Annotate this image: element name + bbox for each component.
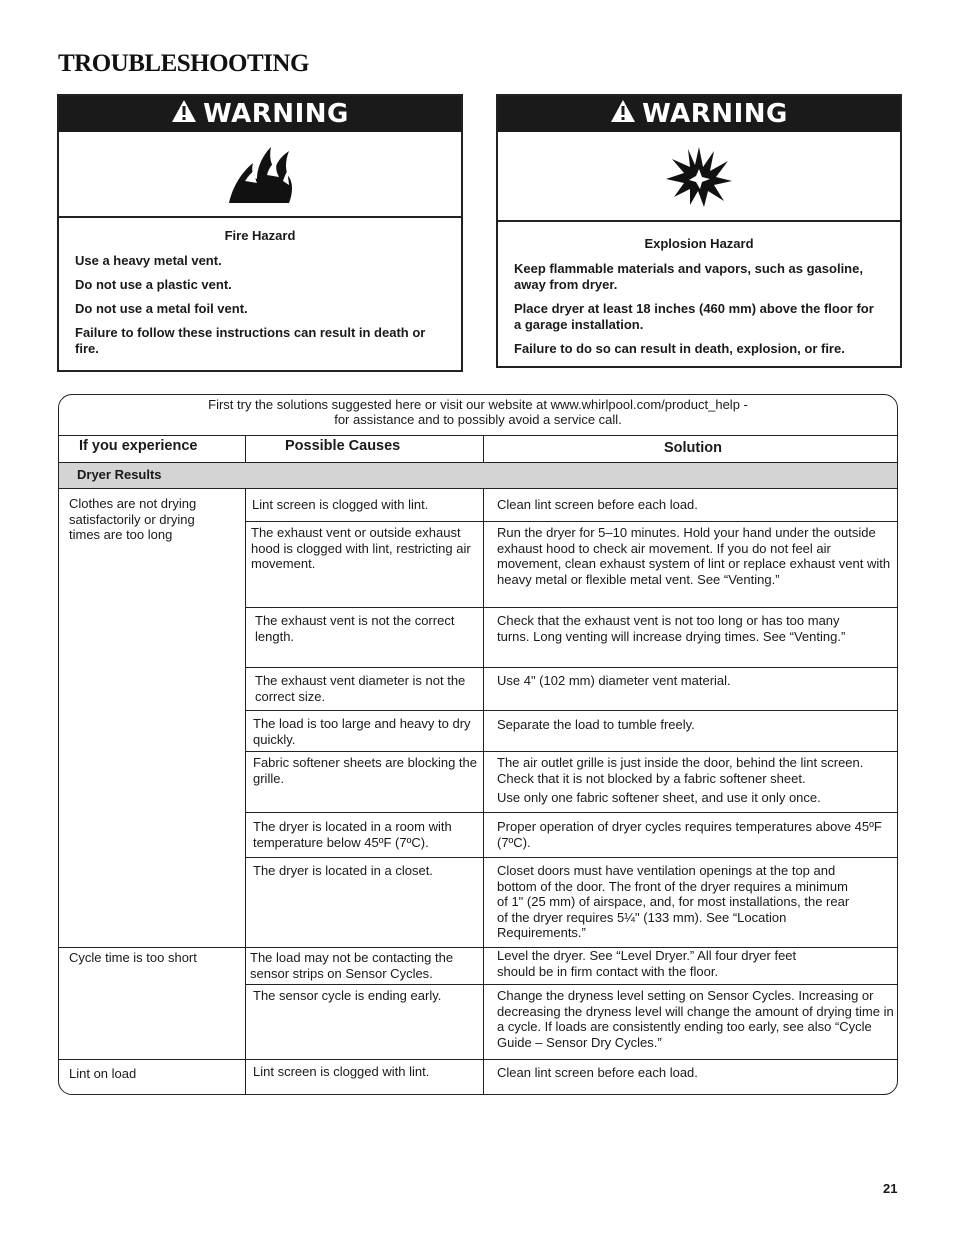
cause-cell: Fabric softener sheets are blocking the grille.	[253, 755, 478, 786]
hazard-title: Explosion Hazard	[644, 236, 754, 251]
intro-line: for assistance and to possibly avoid a service call.	[334, 412, 622, 427]
warning-line: Do not use a plastic vent.	[75, 277, 232, 292]
warning-header-text: WARNING	[642, 99, 788, 129]
page-number: 21	[883, 1181, 898, 1196]
cause-cell: Lint screen is clogged with lint.	[252, 497, 429, 512]
warning-triangle-icon	[171, 99, 197, 130]
cause-cell: Lint screen is clogged with lint.	[253, 1064, 430, 1079]
column-header-solution: Solution	[664, 440, 722, 456]
section-bar	[59, 462, 897, 488]
warning-line: Use a heavy metal vent.	[75, 253, 222, 268]
solution-cell: Clean lint screen before each load.	[497, 1065, 698, 1080]
solution-cell: Separate the load to tumble freely.	[497, 717, 695, 732]
solution-cell: Closet doors must have ventilation openings at the top and bottom of the door. The front of the dryer requires a minimum of 1" (25 mm) of airspace, and, for most installations, the rear of the dryer requires 5¼" (133 mm). See “Location Requirements.”	[497, 863, 850, 940]
warning-body	[498, 222, 900, 357]
warning-line: Keep flammable materials and vapors, such as gasoline, away from dryer.	[514, 261, 863, 292]
hazard-title: Fire Hazard	[224, 228, 296, 243]
solution-cell: Check that the exhaust vent is not too long or has too many turns. Long venting will increase drying times. See “Venting.”	[497, 613, 846, 644]
warning-body	[59, 218, 461, 357]
cause-cell: The dryer is located in a closet.	[253, 863, 433, 878]
column-header-experience: If you experience	[79, 438, 198, 454]
solution-cell: Run the dryer for 5–10 minutes. Hold your hand under the outside exhaust hood to check air movement. If you do not feel air movement, clean exhaust system of lint or replace exhaust vent with heavy metal or flexible metal vent. See “Venting.”	[497, 525, 891, 587]
warning-header	[498, 96, 900, 132]
table-intro	[59, 397, 897, 427]
solution-cell: Level the dryer. See “Level Dryer.” All four dryer feet should be in firm contact with the floor.	[497, 948, 797, 979]
cause-cell: The sensor cycle is ending early.	[253, 988, 442, 1003]
cause-cell: The load is too large and heavy to dry quickly.	[253, 716, 471, 747]
problem-cell: Clothes are not drying satisfactorily or drying times are too long	[69, 496, 197, 542]
fire-icon	[59, 132, 461, 218]
page-title: TROUBLESHOOTING	[58, 50, 309, 77]
warning-line: Place dryer at least 18 inches (460 mm) above the floor for a garage installation.	[514, 301, 874, 332]
solution-cell: The air outlet grille is just inside the door, behind the lint screen. Check that it is not blocked by a fabric softener sheet.	[497, 755, 864, 786]
section-label: Dryer Results	[77, 467, 162, 482]
warning-line: Failure to follow these instructions can result in death or fire.	[75, 325, 426, 356]
warning-line: Do not use a metal foil vent.	[75, 301, 248, 316]
problem-cell: Lint on load	[69, 1066, 137, 1081]
warning-line: Failure to do so can result in death, explosion, or fire.	[514, 341, 845, 356]
solution-cell: Use only one fabric softener sheet, and use it only once.	[497, 790, 821, 805]
warning-triangle-icon	[610, 99, 636, 130]
problem-cell: Cycle time is too short	[69, 950, 197, 965]
fire-warning-box	[57, 94, 463, 372]
solution-cell: Use 4" (102 mm) diameter vent material.	[497, 673, 731, 688]
troubleshooting-table	[58, 394, 898, 1095]
cause-cell: The exhaust vent diameter is not the correct size.	[255, 673, 466, 704]
warning-header	[59, 96, 461, 132]
solution-cell: Change the dryness level setting on Sensor Cycles. Increasing or decreasing the dryness level will change the amount of drying time in a cycle. If loads are consistently ending too early, see also “Cycle Guide – Sensor Dry Cycles.”	[497, 988, 894, 1050]
explosion-warning-box	[496, 94, 902, 368]
warning-header-text: WARNING	[203, 99, 349, 129]
cause-cell: The load may not be contacting the sensor strips on Sensor Cycles.	[250, 950, 454, 981]
explosion-icon	[498, 132, 900, 222]
solution-cell: Proper operation of dryer cycles requires temperatures above 45ºF (7ºC).	[497, 819, 882, 850]
column-header-causes: Possible Causes	[285, 438, 401, 454]
solution-cell: Clean lint screen before each load.	[497, 497, 698, 512]
cause-cell: The exhaust vent or outside exhaust hood is clogged with lint, restricting air movement.	[251, 525, 471, 571]
cause-cell: The dryer is located in a room with temperature below 45ºF (7ºC).	[253, 819, 452, 850]
cause-cell: The exhaust vent is not the correct length.	[255, 613, 455, 644]
intro-line: First try the solutions suggested here or visit our website at www.whirlpool.com/product_help -	[208, 397, 748, 412]
